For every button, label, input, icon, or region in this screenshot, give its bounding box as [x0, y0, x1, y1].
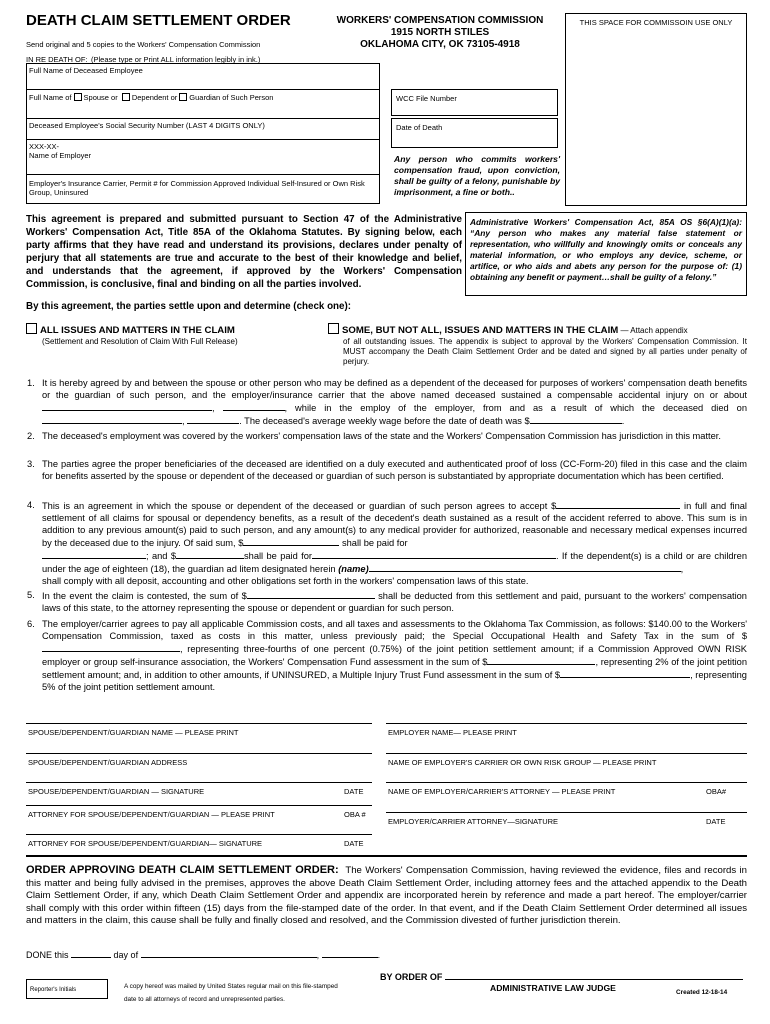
ssn-field[interactable]: Deceased Employee's Social Security Number (LAST 4 DIGITS ONLY) [29, 121, 265, 130]
employer-field[interactable]: Name of Employer [29, 151, 92, 160]
some-issues-checkbox[interactable] [328, 323, 339, 334]
sp-signature-date[interactable]: DATE [344, 787, 364, 796]
office-use-label: THIS SPACE FOR COMMISSOIN USE ONLY [579, 18, 733, 27]
sp-attorney-sig-field[interactable]: ATTORNEY FOR SPOUSE/DEPENDENT/GUARDIAN— SIGNATURE [28, 839, 263, 848]
sp-name-field[interactable]: SPOUSE/DEPENDENT/GUARDIAN NAME — PLEASE PRINT [28, 728, 239, 737]
sp-signature-field[interactable]: SPOUSE/DEPENDENT/GUARDIAN — SIGNATURE [28, 787, 205, 796]
attorney-fee-blank[interactable] [247, 589, 375, 599]
agreement-intro: This agreement is prepared and submitted pursuant to Section 47 of the Administrative Workers' Compensation Act, Title 85A of the Oklahoma Statutes. By signing below, each party affirms that they have read and understand its provisions, declares under penalty of perjury that all statements are true and accurate to the best of their knowledge and belief, and understands that the agreement, if approved by the Workers' Compensation Commission, is conclusive, final and binding on all the parties involved. [26, 214, 462, 290]
carrier-field[interactable]: Employer's Insurance Carrier, Permit # for Commission Approved Individual Self-Insured or Own Risk Group, Uninsured [29, 179, 365, 197]
created-date: Created 12-18-14 [676, 989, 728, 996]
done-line: DONE this day of , . [26, 950, 381, 960]
item-2: The deceased's employment was covered by the workers' compensation laws of the state and the Workers' Compensation Commission has jurisdiction in this matter. [42, 431, 721, 441]
death-date-blank[interactable] [42, 414, 182, 424]
dependent-checkbox[interactable] [122, 93, 130, 101]
guardian-checkbox[interactable] [179, 93, 187, 101]
date-of-death-field[interactable]: Date of Death [391, 118, 558, 148]
carrier-name-field[interactable]: NAME OF EMPLOYER'S CARRIER OR OWN RISK GROUP — PLEASE PRINT [388, 758, 657, 767]
fraud-warning: Any person who commits workers' compensation fraud, upon conviction, shall be guilty of a felony, punishable by imprisonment, a fine or both.. [394, 154, 560, 197]
option-some[interactable]: SOME, BUT NOT ALL, ISSUES AND MATTERS IN THE CLAIM — Attach appendix [328, 323, 688, 336]
emp-name-field[interactable]: EMPLOYER NAME— PLEASE PRINT [388, 728, 517, 737]
option-all-sub: (Settlement and Resolution of Claim With Full Release) [42, 337, 238, 346]
carrier-attorney-oba[interactable]: OBA# [706, 787, 727, 796]
by-order-line: BY ORDER OF [380, 970, 743, 982]
option-all[interactable]: ALL ISSUES AND MATTERS IN THE CLAIM [26, 323, 235, 336]
option-some-sub: of all outstanding issues. The appendix is subject to approval by the Workers' Compensation Commission. It MUST accompany the Death Claim Settlement Order and be dated and signed by all parties under penalty of perjury. [343, 337, 747, 366]
commission-street: 1915 NORTH STILES [390, 27, 490, 38]
mailed-note: A copy hereof was mailed by United States regular mail on this file-stamped date to all attorneys of record and unrepresented parties. [124, 983, 338, 1003]
send-note: Send original and 5 copies to the Workers' Compensation Commission [26, 40, 261, 49]
ssn-prefix: XXX-XX- [29, 142, 60, 151]
act-quote: Administrative Workers' Compensation Act, 85A OS §6(A)(1)(a): “Any person who makes any material false statement or representation, who willfully and knowingly omits or conceals any material information, or who employs any device, scheme, or artifice, or who aids and abets any person for the purpose of: (1) obtaining any benefit or payment…shall be guilty of a felony.” [470, 217, 742, 282]
carrier-attorney-sig-field[interactable]: EMPLOYER/CARRIER ATTORNEY—SIGNATURE [388, 817, 559, 826]
alj-signature-line[interactable] [445, 970, 743, 980]
commission-name: WORKERS' COMPENSATION COMMISSION [336, 15, 544, 26]
sp-attorney-sig-date[interactable]: DATE [344, 839, 364, 848]
injury-date-blank[interactable] [42, 401, 212, 411]
item-5: In the event the claim is contested, the sum of $ shall be deducted from this settlement and paid, pursuant to the workers' compensation laws of this state, to the attorney representing the spouse or dependent or guardian for such person. [42, 591, 747, 613]
deceased-name-field[interactable]: Full Name of Deceased Employee [29, 66, 143, 75]
weekly-wage-blank[interactable] [530, 414, 622, 424]
print-note: (Please type or Print ALL information legibly in ink.) [91, 55, 261, 64]
settle-heading: By this agreement, the parties settle upon and determine (check one): [26, 301, 352, 312]
all-issues-checkbox[interactable] [26, 323, 37, 334]
act-quote-box [465, 212, 747, 296]
sp-address-field[interactable]: SPOUSE/DEPENDENT/GUARDIAN ADDRESS [28, 758, 188, 767]
guardian-name-blank[interactable] [369, 562, 681, 572]
item-6: The employer/carrier agrees to pay all applicable Commission costs, and all taxes and assessments to the Oklahoma Tax Commission, as follows: $140.00 to the Workers' Compensation Commission, taxed as costs in this matter, unless previously paid; the Special Occupational Health and Safety Tax in the sum of $, representing three-fourths of one percent (0.75%) of the joint petition settlement amount; if a Commission Approved OWN RISK employer or group self-insurance association, the Workers' Compensation Fund assessment in the sum of $ , representing 2% of the joint petition settlement amount; and, in addition to other amounts, if UNINSURED, a Multiple Injury Trust Fund assessment in the sum of $ , representing 5% of the joint petition settlement amount. [42, 619, 747, 692]
carrier-attorney-field[interactable]: NAME OF EMPLOYER/CARRIER'S ATTORNEY — PLEASE PRINT [388, 787, 616, 796]
reporter-initials-box[interactable]: Reporter's Initials [26, 979, 108, 999]
sp-attorney-field[interactable]: ATTORNEY FOR SPOUSE/DEPENDENT/GUARDIAN — PLEASE PRINT [28, 810, 275, 819]
commission-city: OKLAHOMA CITY, OK 73105-4918 [360, 39, 520, 50]
order-section: ORDER APPROVING DEATH CLAIM SETTLEMENT ORDER: The Workers' Compensation Commission, having reviewed the evidence, files and records in this matter and being fully advised in the premises, approves the above Death Claim Settlement Order, including attorney fees and the attached appendix to the Death Claim Settlement Order, if any, which Death Claim Settlement Order and appendix are incorporated herein by reference and made a part hereof. The employer/carrier shall comply with this order within fifteen (15) days from the file-stamped date of the order. In that event, and if the Death Claim Settlement Order determined all issues and matters in the claim, this cause shall be fully and finally closed and resolved, and the Commission divested of further jurisdiction therein. [26, 864, 747, 926]
settlement-amount-blank[interactable] [556, 499, 680, 509]
form-title: DEATH CLAIM SETTLEMENT ORDER [26, 12, 291, 29]
spouse-checkbox[interactable] [74, 93, 82, 101]
claimant-name-field[interactable]: Full Name of Spouse or Dependent or Guardian of Such Person [29, 93, 274, 102]
in-re-label: IN RE DEATH OF: [26, 55, 88, 64]
carrier-attorney-sig-date[interactable]: DATE [706, 817, 726, 826]
wcc-file-field[interactable]: WCC File Number [391, 89, 558, 116]
sp-attorney-oba[interactable]: OBA # [344, 810, 366, 819]
alj-label: ADMINISTRATIVE LAW JUDGE [490, 983, 616, 993]
item-1: It is hereby agreed by and between the spouse or other person who may be defined as a dependent of the deceased for purposes of workers' compensation death benefits or the guardian of such person, and the employer/insurance carrier that the above named deceased sustained a compensable accidental injury on or about , , while in the employ of the employer, from and as a result of which the deceased died on , . The deceased's average weekly wage before the date of death was $ . [42, 378, 747, 426]
office-use-box[interactable] [565, 13, 747, 206]
item-3: The parties agree the proper beneficiaries of the deceased are identified on a duly executed and authenticated proof of loss (CC-Form-20) filed in this case and the claim for benefits asserted by the spouse or dependent of the deceased or guardian of such person is substantiated by appropriate documentation which has been certified. [42, 459, 747, 481]
item-4: This is an agreement in which the spouse or dependent of the deceased or guardian of such person agrees to accept $ in full and final settlement of all claims for spousal or dependency benefits, as a result of the decedent's death sustained as a result of the accident referred to above. This sum is in addition to any previous amount(s) paid to such person, and any amount(s) to any medical provider for authorized, reasonable and necessary medical expenses incurred by the deceased due to the injury. Of said sum, $ shall be paid for ; and $ shall be paid for . If the dependent(s) is a child or are children under the age of eighteen (18), the guardian ad litem designated herein (name) , shall comply with all deposit, accounting and other obligations set forth in the workers' compensation laws of this state. [42, 501, 747, 586]
